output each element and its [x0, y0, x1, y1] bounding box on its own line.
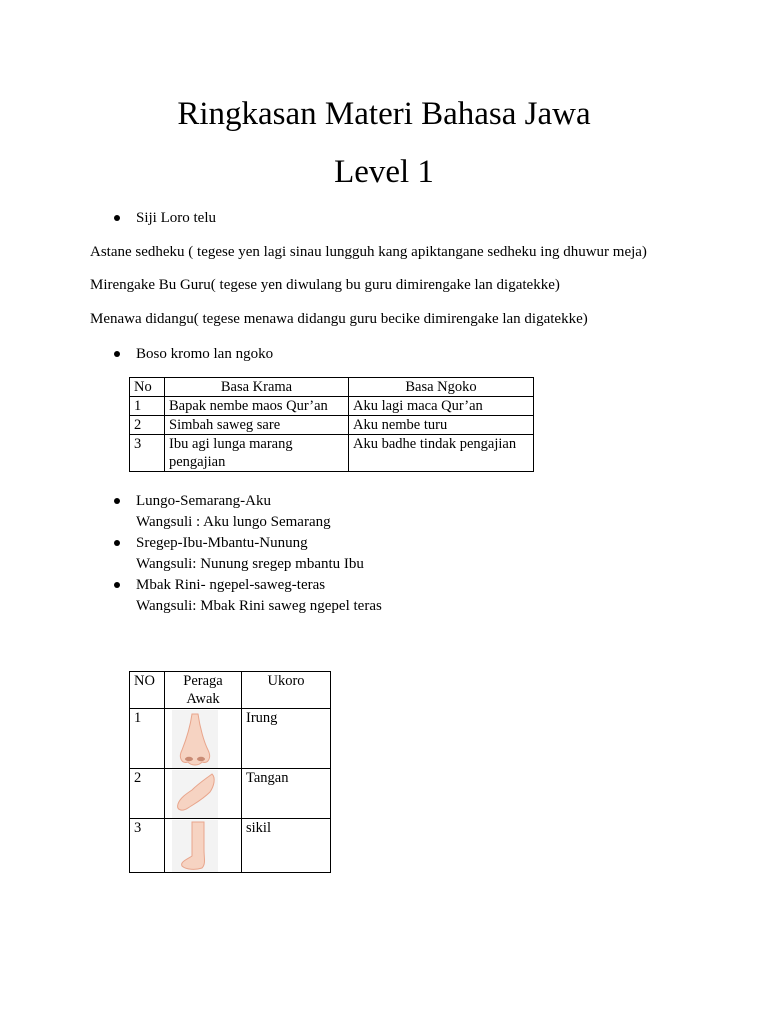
- table-header: Ukoro: [242, 672, 331, 709]
- table-row: [130, 769, 331, 819]
- page-subtitle: Level 1: [334, 154, 434, 190]
- bullet-item: [136, 344, 273, 364]
- table-cell: 2: [130, 416, 165, 435]
- table-cell: Aku nembe turu: [349, 416, 534, 435]
- table-row: [130, 397, 534, 416]
- table-cell: Aku lagi maca Qur’an: [349, 397, 534, 416]
- bullet-dot: [114, 582, 120, 588]
- bullet-label: Siji Loro telu: [136, 210, 216, 226]
- table-header: Peraga Awak: [165, 672, 242, 709]
- answer-text: Wangsuli: Mbak Rini saweg ngepel teras: [136, 598, 382, 614]
- table-cell: sikil: [242, 819, 331, 873]
- table-cell: 2: [130, 769, 165, 819]
- table-cell: Simbah saweg sare: [165, 416, 349, 435]
- krama-ngoko-table: [129, 377, 534, 472]
- foot-icon: [172, 820, 218, 872]
- paragraph: Mirengake Bu Guru( tegese yen diwulang bu guru dimirengake lan digatekke): [90, 277, 560, 293]
- paragraph: Menawa didangu( tegese menawa didangu guru becike dimirengake lan digatekke): [90, 311, 588, 327]
- table-row: [130, 435, 534, 472]
- nose-icon: [172, 710, 218, 768]
- table-row: [130, 416, 534, 435]
- page-title: Ringkasan Materi Bahasa Jawa: [177, 96, 591, 132]
- table-header: Basa Ngoko: [349, 378, 534, 397]
- bullet-dot: [114, 351, 120, 357]
- question-text: Mbak Rini- ngepel-saweg-teras: [136, 577, 326, 593]
- table-row: [130, 709, 331, 769]
- bullet-label: Boso kromo lan ngoko: [136, 346, 274, 362]
- bullet-dot: [114, 215, 120, 221]
- table-header: NO: [130, 672, 165, 709]
- table-header: No: [130, 378, 165, 397]
- table-cell: 1: [130, 709, 165, 769]
- bullet-dot: [114, 540, 120, 546]
- hand-icon: [172, 770, 218, 818]
- image-cell: [165, 709, 242, 769]
- table-cell: Ibu agi lunga marang pengajian: [165, 435, 349, 472]
- table-cell: Irung: [242, 709, 331, 769]
- table-header-row: [130, 378, 534, 397]
- bullet-dot: [114, 498, 120, 504]
- table-cell: Bapak nembe maos Qur’an: [165, 397, 349, 416]
- table-cell: 3: [130, 819, 165, 873]
- image-cell: [165, 819, 242, 873]
- table-cell: 1: [130, 397, 165, 416]
- question-text: Sregep-Ibu-Mbantu-Nunung: [136, 535, 308, 551]
- table-header: Basa Krama: [165, 378, 349, 397]
- table-cell: Aku badhe tindak pengajian: [349, 435, 534, 472]
- body-parts-table: [129, 671, 331, 873]
- table-header-row: [130, 672, 331, 709]
- question-item: [136, 575, 382, 616]
- bullet-item: [136, 208, 216, 228]
- table-cell: Tangan: [242, 769, 331, 819]
- question-item: [136, 491, 331, 532]
- answer-text: Wangsuli : Aku lungo Semarang: [136, 514, 331, 530]
- table-cell: 3: [130, 435, 165, 472]
- paragraph: Astane sedheku ( tegese yen lagi sinau lungguh kang apiktangane sedheku ing dhuwur meja): [90, 244, 647, 260]
- question-text: Lungo-Semarang-Aku: [136, 493, 271, 509]
- table-row: [130, 819, 331, 873]
- question-item: [136, 533, 364, 574]
- answer-text: Wangsuli: Nunung sregep mbantu Ibu: [136, 556, 364, 572]
- image-cell: [165, 769, 242, 819]
